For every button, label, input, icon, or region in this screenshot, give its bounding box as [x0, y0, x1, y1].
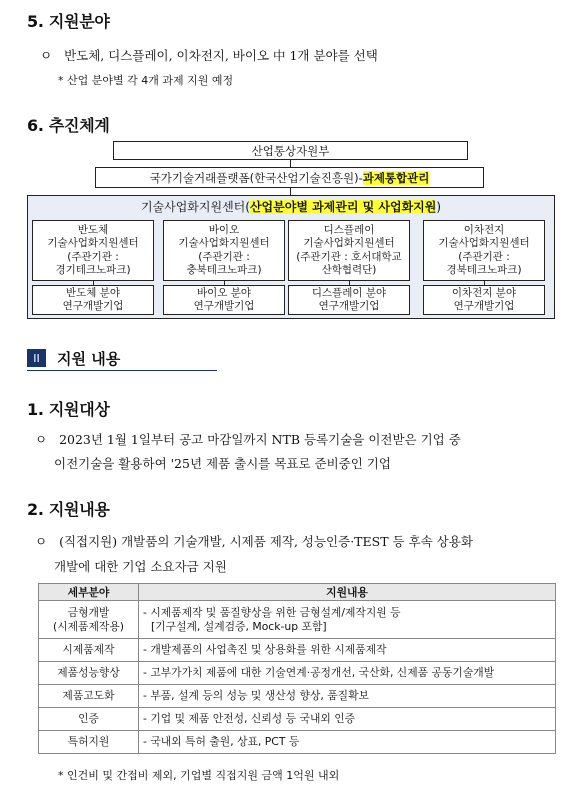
field-line-1: 금형개발: [67, 606, 110, 619]
target-line-1: 2023년 1월 1일부터 공고 마감일까지 NTB 등록기술을 이전받은 기업 중: [59, 432, 461, 447]
bullet-mark: ㅇ: [35, 534, 48, 549]
connector-line: [290, 188, 291, 195]
part-number-badge: II: [27, 349, 46, 367]
support-field-note: * 산업 분야별 각 4개 과제 지원 예정: [58, 74, 234, 87]
firm-field: 반도체 분야: [65, 286, 121, 299]
firm-type: 연구개발기업: [193, 300, 255, 312]
table-cell-field: 시제품제작: [39, 639, 139, 662]
center-field: 이차전지: [463, 223, 505, 236]
content-line-2: 개발에 대한 기업 소요자금 지원: [54, 559, 227, 574]
center-host: 산학협력단): [321, 264, 377, 276]
center-host-label: (주관기관 :: [67, 250, 119, 263]
support-content-table: [38, 583, 556, 754]
table-row: [39, 685, 556, 708]
section-heading-content: 2. 지원내용: [27, 500, 110, 519]
desc-line-1: - 시제품제작 및 품질향상을 위한 금형설계/제작지원 등: [143, 606, 401, 619]
bullet-content: [35, 530, 570, 554]
center-name: 기술사업화지원센터: [438, 237, 530, 249]
firm-field: 디스플레이 분야: [311, 286, 387, 299]
field-line-2: (시제품제작용): [52, 619, 124, 633]
firm-type: 연구개발기업: [62, 300, 124, 312]
table-cell-desc: [139, 601, 556, 639]
center-title-highlight: 산업분야별 과제관리 및 사업화지원: [249, 200, 437, 214]
center-host: 경기테크노파크): [55, 264, 131, 276]
table-cell-field: 제품고도화: [39, 685, 139, 708]
table-row: [39, 731, 556, 754]
table-cell-desc: - 부품, 설계 등의 성능 및 생산성 향상, 품질확보: [139, 685, 556, 708]
content-line-1: (직접지원) 개발품의 기술개발, 시제품 제작, 성능인증·TEST 등 후속 상용화: [59, 534, 473, 549]
table-cell-desc: - 고부가가치 제품에 대한 기술연계·공정개선, 국산화, 신제품 공동기술개발: [139, 662, 556, 685]
platform-label: 국가기술거래플랫폼(한국산업기술진흥원)-: [149, 170, 363, 185]
table-cell-desc: - 국내외 특허 출원, 상표, PCT 등: [139, 731, 556, 754]
desc-line-2: [기구설계, 설계검증, Mock-up 포함]: [151, 619, 327, 633]
firm-box-semiconductor: [32, 285, 154, 315]
table-row: [39, 601, 556, 639]
part-title: 지원 내용: [57, 350, 121, 368]
platform-highlight: 과제통합관리: [362, 170, 430, 185]
table-row: [39, 662, 556, 685]
table-header-row: [39, 584, 556, 601]
center-host-label: (주관기관 : 호서대학교: [296, 250, 402, 263]
center-box-secondary-battery: [423, 220, 545, 281]
center-title-prefix: 기술사업화지원센터(: [140, 200, 250, 214]
center-box-bio: [163, 220, 285, 281]
bullet-mark: ㅇ: [35, 432, 48, 447]
table-cell-desc: - 기업 및 제품 안전성, 신뢰성 등 국내외 인증: [139, 708, 556, 731]
center-name: 기술사업화지원센터: [303, 237, 395, 249]
table-row: [39, 708, 556, 731]
table-cell-field: [39, 601, 139, 639]
bullet-mark: ㅇ: [40, 48, 53, 63]
bullet-target: [35, 428, 565, 452]
table-cell-desc: - 개발제품의 사업촉진 및 상용화를 위한 시제품제작: [139, 639, 556, 662]
center-name: 기술사업화지원센터: [47, 237, 139, 249]
center-host: 경북테크노파크): [446, 264, 522, 276]
target-line-2: 이전기술을 활용하여 '25년 제품 출시를 목표로 준비중인 기업: [54, 456, 391, 471]
section-heading-support-field: 5. 지원분야: [27, 12, 110, 31]
center-field: 반도체: [77, 223, 109, 236]
bullet-text: 반도체, 디스플레이, 이차전지, 바이오 中 1개 분야를 선택: [64, 48, 378, 63]
center-field: 바이오: [208, 223, 240, 236]
center-field: 디스플레이: [323, 223, 375, 236]
center-box-semiconductor: [32, 220, 154, 281]
table-header-content: 지원내용: [139, 584, 556, 601]
center-host: 충북테크노파크): [186, 264, 262, 276]
table-header-field: 세부분야: [39, 584, 139, 601]
connector-line: [290, 160, 291, 167]
table-cell-field: 인증: [39, 708, 139, 731]
center-host-label: (주관기관 :: [458, 250, 510, 263]
table-cell-field: 특허지원: [39, 731, 139, 754]
firm-field: 바이오 분야: [196, 286, 252, 299]
firm-box-display: [288, 285, 410, 315]
section-heading-system: 6. 추진체계: [27, 116, 110, 135]
firm-field: 이차전지 분야: [451, 286, 517, 299]
center-name: 기술사업화지원센터: [178, 237, 270, 249]
firm-type: 연구개발기업: [318, 300, 380, 312]
firm-box-secondary-battery: [423, 285, 545, 315]
table-cell-field: 제품성능향상: [39, 662, 139, 685]
org-box-ministry: 산업통상자원부: [113, 141, 468, 160]
firm-box-bio: [163, 285, 285, 315]
firm-type: 연구개발기업: [453, 300, 515, 312]
center-group-title: [27, 198, 555, 215]
content-note: * 인건비 및 간접비 제외, 기업별 직접지원 금액 1억원 내외: [58, 769, 340, 782]
part-title-underline: [27, 370, 217, 371]
center-box-display: [288, 220, 410, 281]
table-row: [39, 639, 556, 662]
center-host-label: (주관기관 :: [198, 250, 250, 263]
org-box-platform: [95, 167, 484, 188]
bullet-support-field: [40, 44, 560, 68]
section-heading-target: 1. 지원대상: [27, 400, 110, 419]
center-title-suffix: ): [436, 200, 442, 214]
